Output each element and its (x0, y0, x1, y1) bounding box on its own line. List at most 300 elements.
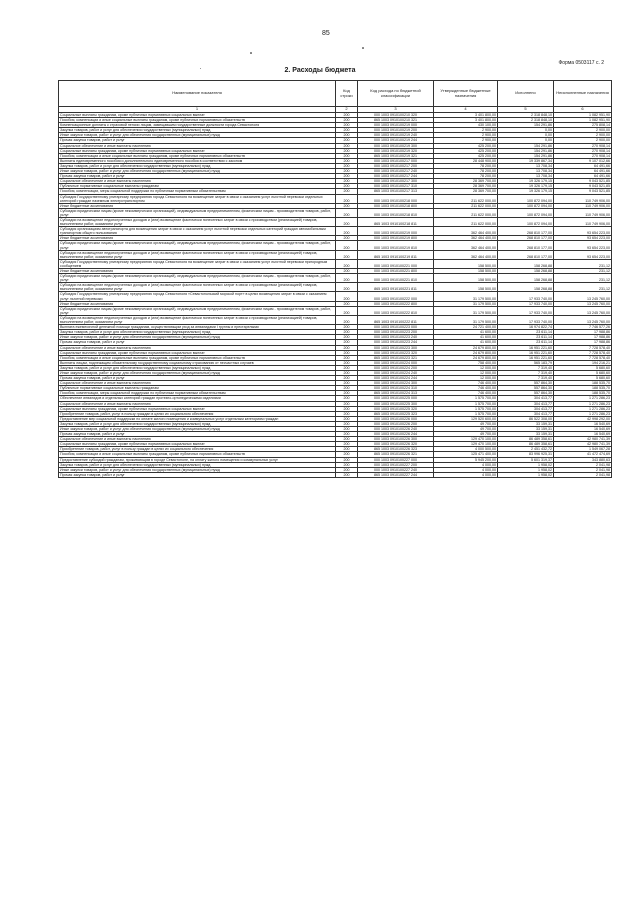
section-title: 2. Расходы бюджета (284, 67, 356, 74)
row-line-code-cell: 200 (336, 421, 358, 426)
row-approved-cell: 28 369 700,00 (434, 184, 498, 189)
row-line-code-cell: 200 (336, 274, 358, 283)
row-executed-cell: 100 872 094,00 (498, 217, 554, 226)
row-line-code-cell: 200 (336, 169, 358, 174)
header-cell-budget-code: Код расхода по бюджетной классификации (358, 81, 434, 107)
row-executed-cell: 268 810 177,00 (498, 236, 554, 241)
row-executed-cell: 100 872 094,00 (498, 203, 554, 208)
row-line-code-cell: 200 (336, 437, 358, 442)
header-cell-name: Наименование показателя (59, 81, 336, 107)
row-line-code-cell: 200 (336, 236, 358, 241)
row-approved-cell: 49 700,00 (434, 432, 498, 437)
row-budget-code-cell: 865 1003 0910100226 321 (358, 452, 434, 457)
row-budget-code-cell: 000 1003 0910100225 320 (358, 406, 434, 411)
row-name-cell: Иные закупки товаров, работ и услуг для обеспечения государственных (муниципальных) нужд (59, 335, 336, 340)
row-line-code-cell: 200 (336, 396, 358, 401)
row-unexecuted-cell: 9 043 521,85 (554, 184, 612, 189)
row-unexecuted-cell: 2 041,98 (554, 472, 612, 477)
row-approved-cell: 31 179 500,00 (434, 315, 498, 324)
row-name-cell: Выплаты лицам, подлежащим обязательному государственному социальному страхованию от несчастных случаев (59, 360, 336, 365)
row-line-code-cell: 200 (336, 163, 358, 168)
row-unexecuted-cell: 13 245 760,00 (554, 315, 612, 324)
row-unexecuted-cell: 64 491,66 (554, 169, 612, 174)
row-unexecuted-cell: 1 271 286,23 (554, 411, 612, 416)
row-budget-code-cell: 865 1003 0910100226 323 (358, 447, 434, 452)
row-approved-cell: 425 200,00 (434, 148, 498, 153)
table-row (59, 315, 612, 324)
row-approved-cell: 125 471 400,00 (434, 452, 498, 457)
row-budget-code-cell: 865 1003 0910100224 313 (358, 391, 434, 396)
row-budget-code-cell: 000 1003 0910100219 300 (358, 143, 434, 148)
row-unexecuted-cell: 188 535,70 (554, 386, 612, 391)
row-budget-code-cell: 000 1003 0910100217 000 (358, 158, 434, 163)
row-name-cell: Публичные нормативные социальные выплаты гражданам (59, 184, 336, 189)
row-line-code-cell: 200 (336, 118, 358, 123)
row-executed-cell: 17 933 740,00 (498, 292, 554, 301)
row-executed-cell: 1 958,02 (498, 472, 554, 477)
row-budget-code-cell: 865 1003 0910100219 321 (358, 153, 434, 158)
row-name-cell: Закупка товаров, работ и услуг для обеспечения государственных (муниципальных) нужд (59, 365, 336, 370)
row-unexecuted-cell: 1 549 067,28 (554, 447, 612, 452)
row-name-cell: Пособия, компенсации и иные социальные выплаты гражданам, кроме публичных нормативных обязательств (59, 452, 336, 457)
row-unexecuted-cell: 1 271 286,23 (554, 401, 612, 406)
row-unexecuted-cell: 110 749 906,00 (554, 208, 612, 217)
row-unexecuted-cell: 5 680,60 (554, 365, 612, 370)
row-executed-cell: 0,00 (498, 133, 554, 138)
row-name-cell: Закупка товаров, работ и услуг для обеспечения государственных (муниципальных) нужд (59, 128, 336, 133)
row-unexecuted-cell: 93 654 223,00 (554, 241, 612, 250)
row-executed-cell: 17 933 740,00 (498, 306, 554, 315)
row-executed-cell: 158 268,88 (498, 269, 554, 274)
row-approved-cell: 211 622 000,00 (434, 208, 498, 217)
row-unexecuted-cell: 231,12 (554, 269, 612, 274)
row-unexecuted-cell: 188 535,70 (554, 391, 612, 396)
row-line-code-cell: 200 (336, 179, 358, 184)
expenses-table (58, 80, 612, 478)
row-line-code-cell: 200 (336, 432, 358, 437)
row-approved-cell: 28 369 700,00 (434, 189, 498, 194)
row-line-code-cell: 200 (336, 325, 358, 330)
row-name-cell: Прочая закупка товаров, работ и услуг (59, 472, 336, 477)
row-name-cell: Пособия, компенсации, меры социальной поддержки по публичным нормативным обязательствам (59, 189, 336, 194)
row-executed-cell: 16 951 221,60 (498, 345, 554, 350)
row-approved-cell: 49 700,00 (434, 421, 498, 426)
row-line-code-cell: 200 (336, 335, 358, 340)
row-name-cell: Обеспечение инвалидов и отдельных категорий граждан протезно-ортопедическими изделиями (59, 396, 336, 401)
row-approved-cell: 3 401 800,00 (434, 118, 498, 123)
row-approved-cell: 4 000,00 (434, 462, 498, 467)
row-unexecuted-cell: 7 728 578,40 (554, 355, 612, 360)
table-row (59, 274, 612, 283)
row-line-code-cell: 200 (336, 401, 358, 406)
row-executed-cell: 2 318 848,10 (498, 118, 554, 123)
row-name-cell: Субсидии юридическим лицам (кроме некоммерческих организаций), индивидуальным предпринимателям, физическим лицам - производителям товаров, работ, услуг (59, 241, 336, 250)
row-unexecuted-cell: 9 043 521,85 (554, 189, 612, 194)
row-line-code-cell: 200 (336, 269, 358, 274)
scan-speck (200, 68, 201, 69)
row-approved-cell: 78 200,00 (434, 163, 498, 168)
row-executed-cell: 23 611,14 (498, 330, 554, 335)
row-unexecuted-cell: 5 680,60 (554, 376, 612, 381)
table-row (59, 241, 612, 250)
row-budget-code-cell: 000 1003 0910100227 200 (358, 462, 434, 467)
row-budget-code-cell: 000 1003 0910100227 240 (358, 467, 434, 472)
row-budget-code-cell: 000 1003 0910100219 810 (358, 241, 434, 250)
row-name-cell: Закупка товаров, работ и услуг для обеспечения государственных (муниципальных) нужд (59, 163, 336, 168)
row-budget-code-cell: 000 1003 0910100223 300 (358, 345, 434, 350)
table-row (59, 283, 612, 292)
row-unexecuted-cell: 2 900,00 (554, 128, 612, 133)
row-budget-code-cell: 000 1003 0910100210 320 (358, 113, 434, 118)
row-line-code-cell: 200 (336, 472, 358, 477)
row-line-code-cell: 200 (336, 330, 358, 335)
row-unexecuted-cell: 1 082 951,90 (554, 118, 612, 123)
row-approved-cell: 24 679 800,00 (434, 350, 498, 355)
row-name-cell: Предоставление субсидий гражданам, проживающим в городе Севастополе, на оплату жилого помещения и коммунальных услуг (59, 457, 336, 462)
row-budget-code-cell: 000 1003 0910100217 240 (358, 169, 434, 174)
row-executed-cell: 33 159,31 (498, 421, 554, 426)
row-budget-code-cell: 000 1003 0910100223 240 (358, 335, 434, 340)
row-executed-cell: 16 951 221,60 (498, 350, 554, 355)
row-unexecuted-cell: 270 908,14 (554, 143, 612, 148)
row-approved-cell: 158 500,00 (434, 269, 498, 274)
row-executed-cell: 2 451 432,72 (498, 447, 554, 452)
row-name-cell: Социальное обеспечение и иные выплаты населению (59, 143, 336, 148)
row-name-cell: Иные бюджетные ассигнования (59, 236, 336, 241)
row-executed-cell: 7 319,40 (498, 370, 554, 375)
row-name-cell: Закупка товаров, работ и услуг для обеспечения государственных (муниципальных) нужд (59, 462, 336, 467)
header-number: 3 (358, 107, 434, 113)
row-name-cell: Социальное обеспечение и иные выплаты населению (59, 401, 336, 406)
row-budget-code-cell: 000 1003 0910100219 320 (358, 148, 434, 153)
table-row (59, 217, 612, 226)
row-approved-cell: 746 400,00 (434, 386, 498, 391)
row-name-cell: Субсидия Государственному унитарному предприятию города Севастополя на возмещение затрат в связи с оказанием услуг льготной перевозки пригородным сообщением (59, 259, 336, 268)
row-approved-cell: 41 600,00 (434, 330, 498, 335)
row-name-cell: Предоставление мер социальной поддержки по оплате жилого помещения и коммунальных услуг отдельным категориям граждан (59, 416, 336, 421)
row-budget-code-cell: 000 1003 0910100218 810 (358, 208, 434, 217)
row-line-code-cell: 200 (336, 340, 358, 345)
header-number: 4 (434, 107, 498, 113)
row-budget-code-cell: 000 1003 0910100226 300 (358, 437, 434, 442)
row-budget-code-cell: 000 1003 0910100217 300 (358, 179, 434, 184)
row-unexecuted-cell: 16 540,69 (554, 432, 612, 437)
row-executed-cell: 13 708,34 (498, 163, 554, 168)
row-name-cell: Иные закупки товаров, работ и услуг для обеспечения государственных (муниципальных) нужд (59, 427, 336, 432)
row-name-cell: Пособия, компенсации, меры социальной поддержки по публичным нормативным обязательствам (59, 391, 336, 396)
row-line-code-cell: 200 (336, 143, 358, 148)
row-line-code-cell: 200 (336, 411, 358, 416)
row-budget-code-cell: 000 1003 0910100226 240 (358, 427, 434, 432)
row-line-code-cell: 200 (336, 113, 358, 118)
row-unexecuted-cell: 110 749 906,00 (554, 203, 612, 208)
row-approved-cell: 24 721 400,00 (434, 325, 498, 330)
row-executed-cell: 86 489 358,61 (498, 437, 554, 442)
row-unexecuted-cell: 343 880,63 (554, 457, 612, 462)
row-approved-cell: 12 000,00 (434, 370, 498, 375)
row-unexecuted-cell: 93 654 223,00 (554, 227, 612, 236)
row-approved-cell: 41 600,00 (434, 340, 498, 345)
row-approved-cell: 49 700,00 (434, 427, 498, 432)
row-name-cell: Иные закупки товаров, работ и услуг для обеспечения государственных (муниципальных) нужд (59, 467, 336, 472)
header-number: 5 (498, 107, 554, 113)
row-name-cell: Субсидия Государственному унитарному предприятию города Севастополя «Севастопольский морской порт» в целях возмещения затрат в связи с оказанием услуг льготной перевозки (59, 292, 336, 301)
row-line-code-cell: 200 (336, 381, 358, 386)
row-budget-code-cell: 000 1003 0910100223 200 (358, 330, 434, 335)
row-approved-cell: 211 622 000,00 (434, 203, 498, 208)
row-budget-code-cell: 000 1003 0910100223 244 (358, 340, 434, 345)
row-line-code-cell: 200 (336, 194, 358, 203)
row-line-code-cell: 200 (336, 416, 358, 421)
row-unexecuted-cell: 42 998 292,00 (554, 416, 612, 421)
row-unexecuted-cell: 270 908,14 (554, 153, 612, 158)
row-line-code-cell: 200 (336, 355, 358, 360)
row-executed-cell: 0,00 (498, 138, 554, 143)
row-budget-code-cell: 865 1003 0910100219 811 (358, 250, 434, 259)
row-executed-cell: 19 326 179,15 (498, 179, 554, 184)
row-budget-code-cell: 000 1003 0910100219 200 (358, 128, 434, 133)
table-row (59, 306, 612, 315)
row-unexecuted-cell: 231,12 (554, 283, 612, 292)
row-line-code-cell: 200 (336, 227, 358, 236)
row-budget-code-cell: 000 1003 0910100217 200 (358, 163, 434, 168)
row-line-code-cell: 200 (336, 250, 358, 259)
row-line-code-cell: 200 (336, 184, 358, 189)
row-budget-code-cell: 000 1003 0910100217 310 (358, 184, 434, 189)
row-budget-code-cell: 000 1003 0910100221 800 (358, 269, 434, 274)
row-name-cell: Социальные выплаты гражданам, кроме публичных нормативных социальных выплат (59, 442, 336, 447)
row-line-code-cell: 200 (336, 174, 358, 179)
row-executed-cell: 304 413,77 (498, 411, 554, 416)
row-budget-code-cell: 000 1003 0910100219 244 (358, 138, 434, 143)
row-line-code-cell: 200 (336, 217, 358, 226)
row-name-cell: Социальные выплаты гражданам, кроме публичных нормативных социальных выплат (59, 113, 336, 118)
row-name-cell: Социальное обеспечение и иные выплаты населению (59, 381, 336, 386)
row-budget-code-cell: 000 1003 0910100219 000 (358, 123, 434, 128)
row-name-cell: Закупка товаров, работ и услуг для обеспечения государственных (муниципальных) нужд (59, 421, 336, 426)
row-line-code-cell: 200 (336, 153, 358, 158)
row-line-code-cell: 200 (336, 391, 358, 396)
page-number: 85 (322, 30, 330, 37)
row-unexecuted-cell: 2 900,00 (554, 138, 612, 143)
row-budget-code-cell: 865 1003 0910100227 244 (358, 472, 434, 477)
row-unexecuted-cell: 9 107 012,66 (554, 158, 612, 163)
row-executed-cell: 0,00 (498, 128, 554, 133)
row-name-cell: Закупка товаров, работ и услуг для обеспечения государственных (муниципальных) нужд (59, 330, 336, 335)
row-unexecuted-cell: 93 654 223,00 (554, 250, 612, 259)
row-approved-cell: 129 520 600,00 (434, 416, 498, 421)
row-unexecuted-cell: 2 900,00 (554, 133, 612, 138)
row-approved-cell: 1 575 700,00 (434, 396, 498, 401)
row-budget-code-cell: 000 1003 0910100223 320 (358, 350, 434, 355)
row-executed-cell: 557 864,30 (498, 386, 554, 391)
row-unexecuted-cell: 1 271 286,23 (554, 396, 612, 401)
header-row (59, 81, 612, 107)
row-executed-cell: 304 413,77 (498, 396, 554, 401)
row-budget-code-cell: 000 1003 0910100224 240 (358, 370, 434, 375)
row-name-cell: Социальное обеспечение и иные выплаты населению (59, 345, 336, 350)
row-approved-cell: 31 179 500,00 (434, 292, 498, 301)
row-executed-cell: 557 864,30 (498, 381, 554, 386)
row-name-cell: Приобретение товаров, работ, услуг в пользу граждан в целях их социального обеспечения (59, 411, 336, 416)
row-executed-cell: 33 159,31 (498, 427, 554, 432)
row-executed-cell: 100 872 094,00 (498, 194, 554, 203)
row-unexecuted-cell: 13 245 760,00 (554, 292, 612, 301)
row-name-cell: Пособия, компенсации и иные социальные выплаты гражданам, кроме публичных нормативных обязательств (59, 118, 336, 123)
row-name-cell: Социальное обеспечение и иные выплаты населению (59, 179, 336, 184)
row-approved-cell: 746 400,00 (434, 391, 498, 396)
row-name-cell: Прочая закупка товаров, работ и услуг (59, 138, 336, 143)
row-name-cell: Компенсационные доплаты к страховой пенсии лицам, замещавшим государственные должности города Севастополя (59, 123, 336, 128)
row-name-cell: Пособия, компенсации и иные социальные выплаты гражданам, кроме публичных нормативных обязательств (59, 355, 336, 360)
row-unexecuted-cell: 17 988,86 (554, 340, 612, 345)
form-code: Форма 0503117 с. 2 (558, 60, 604, 66)
row-approved-cell: 12 000,00 (434, 365, 498, 370)
row-executed-cell: 158 268,88 (498, 259, 554, 268)
table-body (59, 113, 612, 478)
row-budget-code-cell: 000 1003 0910100226 200 (358, 421, 434, 426)
row-budget-code-cell: 865 1003 0910100222 811 (358, 315, 434, 324)
row-approved-cell: 425 200,00 (434, 143, 498, 148)
row-line-code-cell: 200 (336, 462, 358, 467)
row-approved-cell: 758 400,00 (434, 360, 498, 365)
row-executed-cell: 17 933 740,00 (498, 315, 554, 324)
scan-speck (250, 52, 252, 54)
row-budget-code-cell: 000 1003 0910100222 000 (358, 292, 434, 301)
row-name-cell: Субсидии юридическим лицам (кроме некоммерческих организаций), индивидуальным предпринимателям, физическим лицам - производителям товаров, работ, услуг (59, 208, 336, 217)
row-executed-cell: 33 159,31 (498, 432, 554, 437)
row-executed-cell: 16 951 221,60 (498, 355, 554, 360)
row-unexecuted-cell: 188 535,70 (554, 381, 612, 386)
row-line-code-cell: 200 (336, 350, 358, 355)
row-budget-code-cell: 000 1003 0910100223 000 (358, 325, 434, 330)
row-budget-code-cell: 000 1003 0910100224 000 (358, 360, 434, 365)
row-name-cell: Прочая закупка товаров, работ и услуг (59, 174, 336, 179)
row-unexecuted-cell: 17 988,86 (554, 330, 612, 335)
row-executed-cell: 7 319,40 (498, 365, 554, 370)
row-approved-cell: 4 000 500,00 (434, 447, 498, 452)
row-budget-code-cell: 000 1003 0910100222 800 (358, 301, 434, 306)
row-unexecuted-cell: 270 908,14 (554, 148, 612, 153)
row-name-cell: Социальные выплаты гражданам, кроме публичных нормативных социальных выплат (59, 406, 336, 411)
row-executed-cell: 5 601 319,37 (498, 457, 554, 462)
row-line-code-cell: 200 (336, 133, 358, 138)
row-executed-cell: 86 489 358,61 (498, 442, 554, 447)
row-unexecuted-cell: 2 041,98 (554, 462, 612, 467)
row-unexecuted-cell: 7 746 577,26 (554, 325, 612, 330)
row-name-cell: Социальные выплаты гражданам, кроме публичных нормативных социальных выплат (59, 148, 336, 153)
row-unexecuted-cell: 17 988,86 (554, 335, 612, 340)
row-approved-cell: 362 464 400,00 (434, 241, 498, 250)
row-approved-cell: 5 945 200,00 (434, 457, 498, 462)
row-executed-cell: 16 974 822,74 (498, 325, 554, 330)
row-budget-code-cell: 000 1003 0910100221 000 (358, 259, 434, 268)
row-unexecuted-cell: 42 980 741,39 (554, 437, 612, 442)
row-unexecuted-cell: 1 271 286,23 (554, 406, 612, 411)
row-budget-code-cell: 000 1003 0910100221 810 (358, 274, 434, 283)
row-name-cell: Субсидии на возмещение недополученных доходов и (или) возмещение фактически понесенных затрат в связи с производством (реализацией) товаров, выполнением работ, оказанием услуг (59, 283, 336, 292)
row-line-code-cell: 200 (336, 148, 358, 153)
header-cell-line-code: Код строки (336, 81, 358, 107)
table-row (59, 292, 612, 301)
row-executed-cell: 565 183,79 (498, 360, 554, 365)
table-row (59, 250, 612, 259)
table-row (59, 227, 612, 236)
table-row (59, 194, 612, 203)
row-unexecuted-cell: 13 245 760,00 (554, 301, 612, 306)
row-approved-cell: 28 369 700,00 (434, 179, 498, 184)
row-approved-cell: 3 401 800,00 (434, 113, 498, 118)
row-executed-cell: 1 958,02 (498, 462, 554, 467)
row-budget-code-cell: 000 1003 0910100219 000 (358, 227, 434, 236)
row-name-cell: Субсидии на возмещение недополученных доходов и (или) возмещение фактически понесенных затрат в связи с производством (реализацией) товаров, выполнением работ, оказанием услуг (59, 315, 336, 324)
row-approved-cell: 41 600,00 (434, 335, 498, 340)
row-line-code-cell: 200 (336, 123, 358, 128)
row-name-cell: Прочая закупка товаров, работ и услуг (59, 376, 336, 381)
row-approved-cell: 1 575 700,00 (434, 406, 498, 411)
row-budget-code-cell: 865 1003 0910100221 811 (358, 283, 434, 292)
row-executed-cell: 17 933 740,00 (498, 301, 554, 306)
row-approved-cell: 746 400,00 (434, 381, 498, 386)
row-budget-code-cell: 000 1003 0910100218 000 (358, 194, 434, 203)
row-approved-cell: 2 900,00 (434, 133, 498, 138)
row-unexecuted-cell: 16 540,69 (554, 427, 612, 432)
row-unexecuted-cell: 5 680,60 (554, 370, 612, 375)
row-executed-cell: 19 339 867,34 (498, 158, 554, 163)
row-unexecuted-cell: 7 728 578,40 (554, 345, 612, 350)
row-line-code-cell: 200 (336, 345, 358, 350)
row-approved-cell: 1 575 700,00 (434, 401, 498, 406)
row-line-code-cell: 200 (336, 138, 358, 143)
row-unexecuted-cell: 93 654 223,00 (554, 236, 612, 241)
row-unexecuted-cell: 7 728 578,40 (554, 350, 612, 355)
row-executed-cell: 19 326 179,15 (498, 189, 554, 194)
table-row (59, 472, 612, 477)
row-budget-code-cell: 000 1003 0910100218 800 (358, 203, 434, 208)
row-executed-cell: 86 522 308,00 (498, 416, 554, 421)
row-unexecuted-cell: 42 980 741,39 (554, 442, 612, 447)
row-line-code-cell: 200 (336, 128, 358, 133)
row-name-cell: Иные закупки товаров, работ и услуг для обеспечения государственных (муниципальных) нужд (59, 133, 336, 138)
row-executed-cell: 23 611,14 (498, 335, 554, 340)
row-approved-cell: 425 200,00 (434, 153, 498, 158)
table-row (59, 259, 612, 268)
row-executed-cell: 557 864,30 (498, 391, 554, 396)
row-line-code-cell: 200 (336, 406, 358, 411)
row-name-cell: Субсидии на возмещение недополученных доходов и (или) возмещение фактически понесенных затрат в связи с производством (реализацией) товаров, выполнением работ, оказанием услуг (59, 250, 336, 259)
row-name-cell: Иные бюджетные ассигнования (59, 203, 336, 208)
row-approved-cell: 1 575 700,00 (434, 411, 498, 416)
row-executed-cell: 100 872 094,00 (498, 208, 554, 217)
row-approved-cell: 2 900,00 (434, 128, 498, 133)
row-executed-cell: 7 319,40 (498, 376, 554, 381)
row-line-code-cell: 200 (336, 457, 358, 462)
row-name-cell: Прочая закупка товаров, работ и услуг (59, 340, 336, 345)
row-name-cell: Пособия, компенсации и иные социальные выплаты гражданам, кроме публичных нормативных обязательств (59, 153, 336, 158)
row-executed-cell: 268 810 177,00 (498, 241, 554, 250)
row-approved-cell: 31 179 500,00 (434, 301, 498, 306)
row-line-code-cell: 200 (336, 386, 358, 391)
row-executed-cell: 158 268,88 (498, 274, 554, 283)
row-name-cell: Субсидия Государственному унитарному предприятию города Севастополя на возмещение затрат в связи с оказанием услуг льготной перевозки отдельных категорий граждан наземным электротранспортом (59, 194, 336, 203)
row-name-cell: Социальное обеспечение и иные выплаты населению (59, 437, 336, 442)
row-executed-cell: 158 268,88 (498, 283, 554, 292)
row-budget-code-cell: 000 1003 0910100222 810 (358, 306, 434, 315)
row-line-code-cell: 200 (336, 158, 358, 163)
row-budget-code-cell: 000 1003 0910100224 200 (358, 365, 434, 370)
row-unexecuted-cell: 64 491,66 (554, 174, 612, 179)
row-name-cell: Приобретение товаров, работ, услуг в пользу граждан в целях их социального обеспечения (59, 447, 336, 452)
